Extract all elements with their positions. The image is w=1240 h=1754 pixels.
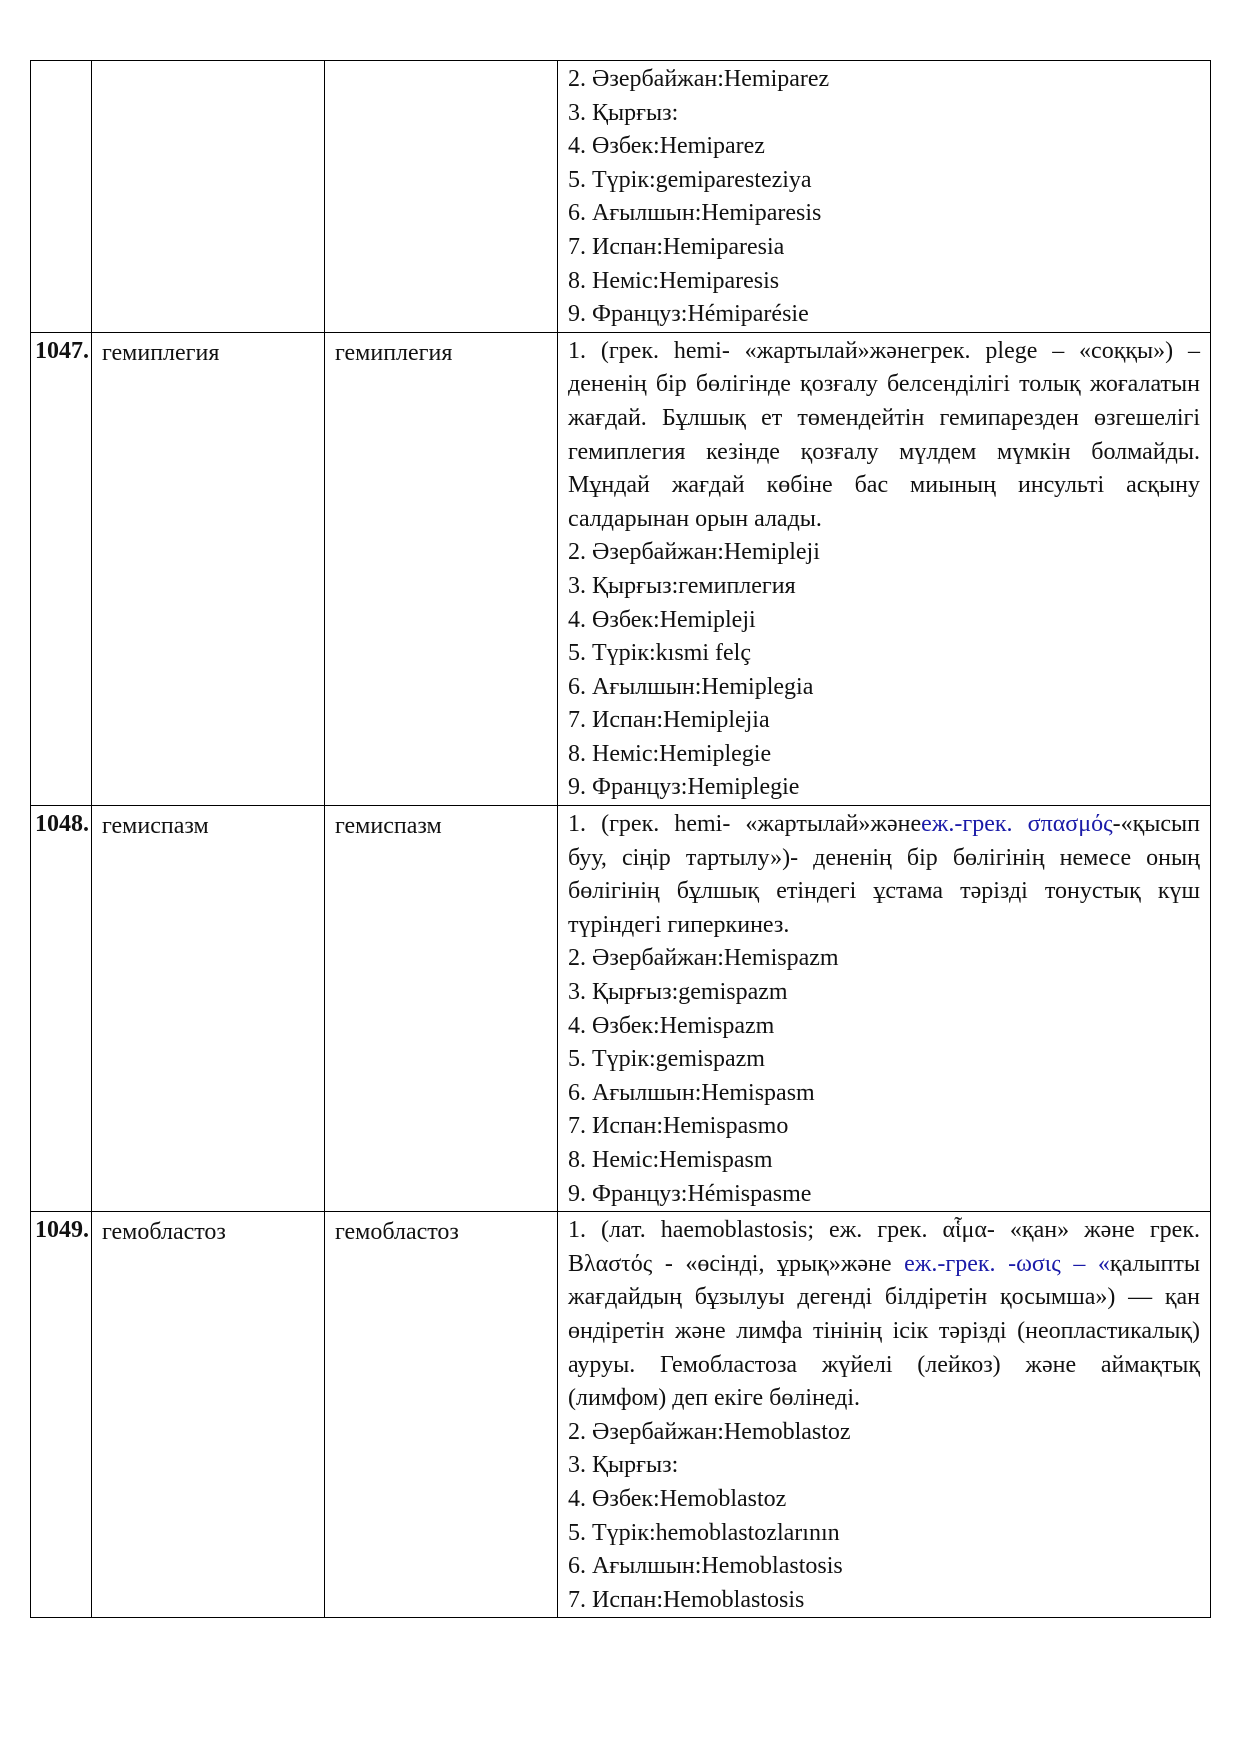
table-row [31, 806, 1211, 1212]
definition-segment: еж.-грек. -ωσις – « [904, 1250, 1110, 1277]
translation-line: 4. Өзбек:Hemipleji [568, 606, 756, 633]
term-kazakh [92, 61, 325, 333]
term-russian [325, 61, 558, 333]
definition-segment: 1. (грек. hemi- «жартылай»жәнегрек. plege – «соққы») – дененің бір бөлігінде қозғалу белсенділігі толық жоғалатын жағдай. Бұлшық ет төмендейтін гемипарезден өзгешелігі гемиплегия кезінде қозғалу мүлдем мүмкін болмайды. Мұндай жағдай көбіне бас миының инсульті асқыну салдарынан орын алады. [568, 337, 1200, 532]
translation-line: 7. Испан:Hemispasmo [568, 1113, 789, 1140]
entry-number: 1047. [31, 332, 92, 805]
table-row [31, 332, 1211, 805]
table-row [31, 1212, 1211, 1618]
definition-segment: 1. (грек. hemi- «жартылай»және [568, 811, 922, 838]
translation-line: 2. Әзербайжан:Hemipleji [568, 539, 820, 566]
translation-line: 2. Әзербайжан:Hemispazm [568, 945, 839, 972]
definition-text [568, 335, 1200, 537]
translation-line: 6. Ағылшын:Hemiparesis [568, 200, 822, 227]
translation-line: 9. Француз:Hémispasme [568, 1180, 812, 1207]
translation-line: 5. Түрік:gemispazm [568, 1046, 765, 1073]
definition-cell [558, 806, 1211, 1212]
term-kazakh: гемиплегия [92, 332, 325, 805]
translation-line: 7. Испан:Hemiparesia [568, 233, 785, 260]
dictionary-table [30, 60, 1211, 1618]
translation-line: 9. Француз:Hémiparésie [568, 301, 809, 328]
term-russian: гемиплегия [325, 332, 558, 805]
term-russian: гемобластоз [325, 1212, 558, 1618]
translation-line: 4. Өзбек:Hemispazm [568, 1012, 775, 1039]
translation-line: 8. Неміс:Hemispasm [568, 1147, 773, 1173]
translation-line: 6. Ағылшын:Hemoblastosis [568, 1553, 843, 1580]
term-kazakh: гемиспазм [92, 806, 325, 1212]
definition-segment: еж.-грек. σπασμός [921, 811, 1113, 838]
entry-number [31, 61, 92, 333]
translation-line: 2. Әзербайжан:Hemiparez [568, 66, 830, 92]
entry-number: 1049. [31, 1212, 92, 1618]
translation-line: 3. Қырғыз: [568, 99, 679, 126]
translation-line: 5. Түрік:hemoblastozlarının [568, 1519, 840, 1546]
translation-line: 3. Қырғыз:gemispazm [568, 979, 788, 1006]
term-russian: гемиспазм [325, 806, 558, 1212]
translation-line: 8. Неміс:Hemiplegie [568, 740, 772, 767]
definition-segment: -«қысып буу, сіңір тартылу»)- дененің бір бөлігінің немесе оның бөлігінің бұлшық етіндегі ұстама тәрізді тонустық күш түріндегі гиперкинез. [568, 811, 1200, 938]
entry-number: 1048. [31, 806, 92, 1212]
translation-line: 6. Ағылшын:Hemiplegia [568, 673, 814, 700]
definition-segment: қалыпты жағдайдың бұзылуы дегенді білдіретін қосымша») — қан өндіретін және лимфа тінінің ісік тәрізді (неопластикалық) ауруы. Гемобластоза жүйелі (лейкоз) және аймақтық (лимфом) деп екіге бөлінеді. [568, 1250, 1200, 1412]
definition-cell [558, 1212, 1211, 1618]
translation-line: 3. Қырғыз: [568, 1452, 679, 1479]
definition-text [568, 808, 1200, 942]
translation-line: 8. Неміс:Hemiparesis [568, 267, 780, 294]
definition-segment: 1. (лат. haemoblastosis; еж. грек. αἷμα- «қан» және грек. Βλαστός - «өсінді, ұрық»және [568, 1217, 1200, 1277]
translation-line: 9. Француз:Hemiplegie [568, 774, 800, 801]
definition-cell [558, 61, 1211, 333]
translation-line: 4. Өзбек:Hemiparez [568, 133, 765, 160]
translation-line: 5. Түрік:gemiparesteziya [568, 166, 812, 193]
translation-line: 7. Испан:Hemiplejia [568, 707, 770, 734]
translation-line: 4. Өзбек:Hemoblastoz [568, 1485, 787, 1512]
term-kazakh: гемобластоз [92, 1212, 325, 1618]
definition-text [568, 1214, 1200, 1416]
translation-line: 3. Қырғыз:гемиплегия [568, 572, 796, 599]
translation-line: 6. Ағылшын:Hemispasm [568, 1079, 815, 1106]
translation-line: 5. Түрік:kısmi felç [568, 640, 751, 667]
definition-cell [558, 332, 1211, 805]
table-row [31, 61, 1211, 333]
translation-line: 2. Әзербайжан:Hemoblastoz [568, 1418, 851, 1445]
translation-line: 7. Испан:Hemoblastosis [568, 1586, 805, 1613]
table-body [31, 61, 1211, 1618]
